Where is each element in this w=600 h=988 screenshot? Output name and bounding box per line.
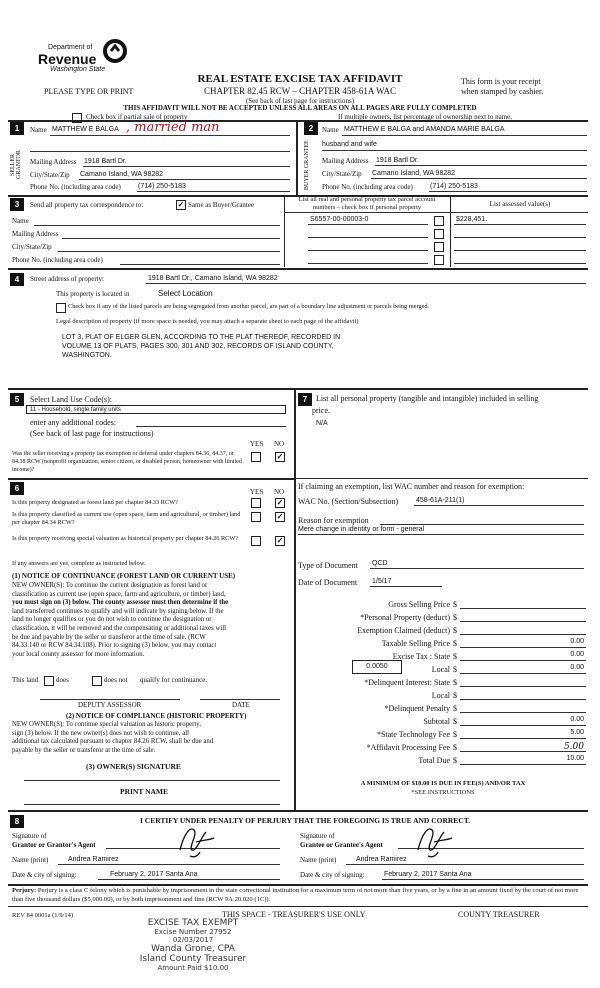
buyer-name-value2: husband and wife [322,141,377,148]
notice1-line1: NEW OWNER(S): To continue the current designation as forest land or [12,582,208,589]
historic-yes-checkbox[interactable] [251,536,261,546]
land-does-not-checkbox[interactable] [92,676,102,686]
parcel-value: S6557-00-00003-0 [310,216,369,223]
this-land-label: This land [12,676,39,684]
corr-mailing-label: Mailing Address [12,230,59,238]
stamp-line6: Amount Paid $10.00 [157,964,229,972]
personal-property-label: List all personal property (tangible and intangible) included in selling [316,394,539,403]
receipt-line1: This form is your receipt [461,77,541,86]
s5-no-header: NO [274,440,285,448]
tax-personal-label: *Personal Property (deduct) [360,613,450,622]
tax-personal-dollar: $ [453,613,457,622]
tax-tech-label: *State Technology Fee [376,730,450,739]
tax-delinq-penalty-label: *Delinquent Penalty [384,704,450,713]
s6-yes-header: YES [250,488,264,496]
notice-continuance-text [12,582,294,659]
grantor-date-label: Date & city of signing: [12,871,77,879]
seller-mailing-label: Mailing Address [30,158,77,166]
please-type: PLEASE TYPE OR PRINT [44,87,134,96]
buyer-mailing-value: 1918 Bartl Dr. [376,157,419,164]
legal-desc-label: Legal description of property (if more space is needed, you may attach a separate sheet to each page of the affidavit) [56,318,359,325]
doc-type-value: QCD [372,560,388,567]
form-chapter: CHAPTER 82.45 RCW – CHAPTER 458-61A WAC [204,86,396,96]
s6-no-header: NO [274,488,285,496]
tax-taxable-dollar: $ [453,639,457,648]
tax-affidavit-dollar: $ [453,743,457,752]
tax-tech-value[interactable]: 5.00 [570,729,584,736]
grantor-signature [176,822,216,860]
same-as-buyer-checkbox[interactable]: ✓ [177,200,185,209]
tax-subtotal-label: Subtotal [423,717,450,726]
grantee-date-label: Date & city of signing: [300,871,365,879]
section-4-number: 4 [10,273,24,286]
tax-taxable-value[interactable]: 0.00 [570,638,584,645]
street-address-value: 1918 Bartl Dr., Camano Island, WA 98282 [148,275,278,282]
parcel-personal-checkbox-3[interactable] [434,242,444,252]
parcel-header-line2: numbers – check box if personal property [312,204,422,211]
additional-codes-label: enter any additional codes: [30,418,116,427]
doc-date-value: 1/5/17 [372,578,392,585]
tax-subtotal-value[interactable]: 0.00 [570,716,584,723]
doc-date-label: Date of Document [298,578,358,587]
exemption-yes-checkbox[interactable] [251,452,261,462]
top-border [8,120,588,122]
tax-state-dollar: $ [453,652,457,661]
multiple-owners-note: If multiple owners, list percentage of ownership next to name. [338,113,512,121]
logo-line1: Department of [48,44,93,51]
buyer-name-value: MATTHEW E BALGA and AMANDA MARIE BALGA [344,126,505,133]
exemption-claim-label: If claiming an exemption, list WAC number and reason for exemption: [298,482,525,491]
street-address-label: Street address of property: [30,275,105,283]
notice1-line6: classification, it will be removed and the compensating or additional taxes will [12,624,227,632]
certify-statement: I CERTIFY UNDER PENALTY OF PERJURY THAT THE FOREGOING IS TRUE AND CORRECT. [140,816,471,825]
notice2-line4: payable by the seller or transferor at the time of sale. [12,746,156,754]
tax-delinq-local-label: Local [431,691,450,700]
county-treasurer-label: COUNTY TREASURER [458,910,540,919]
section-7-number: 7 [298,393,312,406]
land-use-see-back: (See back of last page for instructions) [30,429,154,438]
current-use-question: Is this property classified as current use (open space, farm and agricultural, or timber) land per chapter 84.34 RCW? [12,511,241,526]
buyer-city-value: Camano Island, WA 98282 [372,170,456,177]
logo-line3: Washington State [50,66,106,73]
assessed-header: List assessed value(s) [489,200,551,208]
segregated-checkbox[interactable] [56,303,66,313]
deputy-assessor-label: DEPUTY ASSESSOR [78,701,142,709]
form-revision: REV 84 0001a (1/9/14) [12,912,74,919]
buyer-city-label: City/State/Zip [322,170,362,178]
land-does-checkbox[interactable] [44,676,54,686]
tax-local-label: Local [431,665,450,674]
divider-1-2 [296,120,298,195]
grantor-name-label: Name (print) [12,856,49,864]
parcel-personal-checkbox-2[interactable] [434,229,444,239]
stamp-line3: 02/03/2017 [172,936,214,944]
wac-value: 458-61A-211(1) [416,497,465,504]
owner-signature-label: (3) OWNER(S) SIGNATURE [86,762,181,771]
forest-land-question: Is this property designated as forest land per chapter 84.33 RCW? [12,499,178,506]
land-does-not-label: does not [104,676,128,684]
if-any-yes: If any answers are yes, complete as instructed below. [12,560,146,567]
exemption-no-checkbox[interactable]: ✓ [276,452,284,461]
tax-subtotal-dollar: $ [453,717,457,726]
notice2-line3: additional tax calculated pursuant to chapter 84.26 RCW, shall be due and [12,738,214,746]
seller-name-handwritten: , married man [126,120,220,135]
doc-type-label: Type of Document [298,561,358,570]
seller-city-label: City/State/Zip [30,171,70,179]
minimum-fee-note: A MINIMUM OF $10.00 IS DUE IN FEE(S) AND/OR TAX [360,780,526,787]
treasurer-stamp [128,918,258,972]
corr-phone-label: Phone No. (including area code) [12,256,103,264]
qualify-label: qualify for continuance. [140,676,208,684]
tax-local-dollar: $ [453,665,457,674]
grantor-date-value: February 2, 2017 Santa Ana [110,871,198,878]
located-in-select[interactable]: Select Location [158,289,213,298]
reason-value: Mere change in identity or form - general [298,526,425,533]
grantee-agent-label: Grantee or Grantee's Agent [300,841,383,849]
grantee-date-value: February 2, 2017 Santa Ana [384,871,472,878]
deputy-date-label: DATE [232,701,250,709]
corr-city-label: City/State/Zip [12,243,52,251]
partial-sale-label: Check box if partial sale of property [86,113,188,121]
same-as-buyer-label: Same as Buyer/Grantee [188,201,255,209]
section-2-number: 2 [304,122,318,135]
current-use-no-checkbox[interactable]: ✓ [276,512,284,521]
wac-label: WAC No. (Section/Subsection) [298,497,399,506]
tax-rate-box: 0.0050 [352,660,402,674]
grantee-name-value: Andrea Ramirez [356,856,407,863]
grantor-name-value: Andrea Ramirez [68,856,119,863]
stamp-line4: Wanda Grone, CPA [151,944,235,954]
seller-city-value: Camano Island, WA 98282 [80,171,164,178]
land-does-label: does [56,676,69,684]
buyer-name-label: Name [322,126,339,134]
tax-exemption-label: Exemption Claimed (deduct) [357,626,450,635]
tax-taxable-label: Taxable Selling Price [381,639,450,648]
parcel-personal-checkbox-1[interactable] [434,216,444,226]
tax-affidavit-label: *Affidavit Processing Fee [366,743,450,752]
section-3-number: 3 [10,198,24,211]
grantor-sig-label: Signature of [12,832,47,840]
tax-delinq-state-label: *Delinquent Interest: State [364,678,450,687]
section-8-number: 8 [10,815,24,828]
personal-price-label: price. [312,406,330,415]
legal-description [62,333,340,360]
notice1-line3: you must sign on (3) below. The county assessor must then determine if the [12,599,229,607]
notice-continuance-title: (1) NOTICE OF CONTINUANCE (FOREST LAND OR CURRENT USE) [12,572,236,580]
land-use-select[interactable]: 11 - Household, single family units [26,405,286,414]
see-instructions-note: *SEE INSTRUCTIONS [411,789,475,796]
segregated-label: Check box if any of the listed parcels are being segregated from another parcel, are part of a boundary line adjustment or parcels being merged. [68,303,430,310]
buyer-mailing-label: Mailing Address [322,157,369,165]
tax-total-label: Total Due [418,756,450,765]
current-use-yes-checkbox[interactable] [251,512,261,522]
perjury-text: Perjury is a class C felony which is punishable by imprisonment in the state correctional institution for a maximum term of not more than five years, or by a fine in an amount fixed by the court of not more than five thousand dollars ($5,000.00), or by both imprisonment and fine (RCW 9A.20.020 (1C)). [12,887,579,903]
form-title: REAL ESTATE EXCISE TAX AFFIDAVIT [197,73,403,85]
exemption-question: Was the seller receiving a property tax exemption or deferral under chapters 84.36, 84.37, or 84.38 RCW (nonprofit organization, senior citizen, or disabled person, homeowner with limited income)? [12,451,242,473]
stamp-line2: Excise Number 27952 [154,928,232,936]
tax-delinq-penalty-dollar: $ [453,704,457,713]
parcel-header-line1: List all real and personal property tax parcel account [298,196,436,203]
legal-line1: LOT 3, PLAT OF ELGER GLEN, ACCORDING TO THE PLAT THEREOF, RECORDED IN [62,334,341,341]
personal-property-value: N/A [316,420,328,427]
assessed-value: $228,451. [456,216,488,223]
section-5-number: 5 [10,393,24,406]
buyer-phone-value: (714) 250-5183 [430,183,478,190]
seller-mailing-value: 1918 Bartl Dr. [84,158,127,165]
forest-no-checkbox[interactable]: ✓ [276,498,284,507]
receipt-line2: when stamped by cashier. [461,87,544,96]
notice-compliance-text [12,721,294,755]
form-warning: THIS AFFIDAVIT WILL NOT BE ACCEPTED UNLESS ALL AREAS ON ALL PAGES ARE FULLY COMPLETED [123,104,477,112]
stamp-line1: EXCISE TAX EXEMPT [147,918,239,928]
notice1-line2: classification as current use (open space, farm and agriculture, or timber) land, [12,590,226,598]
grantor-agent-label: Grantor or Grantor's Agent [12,841,96,849]
tax-exemption-dollar: $ [453,626,457,635]
notice1-line9: your local county assessor for more information. [12,650,145,658]
notice-compliance-title: (2) NOTICE OF COMPLIANCE (HISTORIC PROPERTY) [66,712,247,720]
corr-name-label: Name [12,217,29,225]
seller-phone-value: (714) 250-5183 [138,183,186,190]
notice1-line5: land no longer qualifies or you do not wish to continue the designation or [12,616,212,624]
notice2-line1: NEW OWNER(S): To continue special valuation as historic property, [12,721,201,728]
legal-line2: VOLUME 13 OF PLATS, PAGES 300, 301 AND 302, RECORDS OF ISLAND COUNTY, [62,343,334,350]
tax-total-value[interactable]: 10.00 [566,755,584,762]
legal-line3: WASHINGTON. [62,352,112,359]
parcel-personal-checkbox-4[interactable] [434,255,444,265]
reason-label: Reason for exemption [298,516,369,525]
notice1-line7: be due and payable by the seller or transferor at the time of sale. (RCW [12,633,206,641]
logo-swirl-icon [102,38,128,64]
tax-state-label: Excise Tax : State [392,652,450,661]
seller-phone-label: Phone No. (including area code) [30,183,121,191]
tax-delinq-state-dollar: $ [453,678,457,687]
treasurer-use-only: THIS SPACE - TREASURER'S USE ONLY [222,910,366,919]
buyer-phone-label: Phone No. (including area code) [322,183,413,191]
historic-no-checkbox[interactable]: ✓ [276,536,284,545]
notice2-line2: sign (3) below. If the new owner(s) does not wish to continue, all [12,729,189,737]
grantee-sig-label: Signature of [300,832,335,840]
tax-tech-dollar: $ [453,730,457,739]
perjury-label: Perjury: [12,887,37,894]
land-use-label: Select Land Use Code(s): [30,395,112,404]
tax-gross-dollar: $ [453,600,457,609]
seller-name-value: MATTHEW E BALGA [52,126,119,133]
located-in-label: This property is located in [56,290,130,298]
section-1-number: 1 [10,122,24,135]
notice1-line4: land transferred continues to qualify and will indicate by signing below. If the [12,607,224,615]
seller-side-label: SELLER GRANTOR [10,150,22,180]
historic-question: Is this property receiving special valuation as historical property per chapter 84.26 RCW? [12,535,239,542]
tax-gross-label: Gross Selling Price [388,600,450,609]
buyer-side-label: BUYER GRANTEE [304,140,310,190]
perjury-notice [12,887,586,904]
seller-name-label: Name [30,126,47,134]
grantee-name-label: Name (print) [300,856,337,864]
logo-line2: Revenue [38,51,97,67]
tax-delinq-local-dollar: $ [453,691,457,700]
forest-yes-checkbox[interactable] [251,498,261,508]
revenue-logo [36,38,136,80]
tax-local-value[interactable]: 0.00 [570,664,584,671]
parcel-header [286,196,448,212]
stamp-line5: Island County Treasurer [139,954,247,964]
tax-affidavit-value[interactable]: 5.00 [563,742,584,752]
grantee-signature [414,822,454,860]
tax-total-dollar: $ [453,756,457,765]
send-correspondence-label: Send all property tax correspondence to: [30,201,144,209]
print-name-label: PRINT NAME [120,787,168,796]
s5-yes-header: YES [250,440,264,448]
section-6-number: 6 [10,482,24,495]
tax-state-value[interactable]: 0.00 [570,651,584,658]
form-see-back: (See back of last page for instructions) [245,97,355,105]
notice1-line8: 84.33.140 or RCW 84.34.108). Prior to signing (3) below, you may contact [12,642,217,650]
